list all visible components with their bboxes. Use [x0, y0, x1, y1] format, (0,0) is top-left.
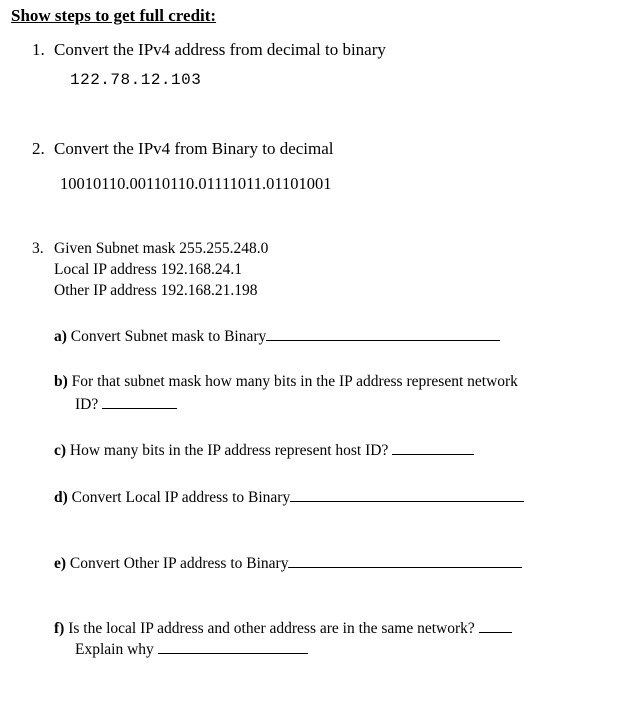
q3-other-ip: Other IP address 192.168.21.198	[54, 282, 258, 299]
part-d-text: Convert Local IP address to Binary	[71, 489, 291, 506]
q2-number: 2.	[32, 139, 45, 158]
part-b	[54, 373, 518, 391]
part-b-answer-blank[interactable]	[102, 394, 177, 409]
part-f-text: Is the local IP address and other address are in the same network?	[68, 620, 475, 637]
part-d-label: d)	[54, 489, 68, 506]
part-a-label: a)	[54, 328, 67, 345]
q2-text: Convert the IPv4 from Binary to decimal	[54, 139, 334, 158]
part-a-text: Convert Subnet mask to Binary	[70, 328, 267, 345]
part-b-text: For that subnet mask how many bits in the IP address represent network	[71, 373, 518, 390]
part-a	[54, 326, 500, 346]
q3-number: 3.	[32, 240, 44, 257]
part-d-answer-blank[interactable]	[290, 487, 524, 502]
part-c-text: How many bits in the IP address represent host ID?	[69, 442, 389, 459]
part-e-answer-blank[interactable]	[288, 553, 522, 568]
q1-number: 1.	[32, 40, 45, 59]
part-f-continuation-text: Explain why	[75, 641, 154, 658]
part-f-explain-blank[interactable]	[158, 639, 308, 654]
part-f-answer-blank[interactable]	[479, 618, 512, 633]
part-c	[54, 440, 474, 460]
part-f	[54, 618, 512, 638]
part-e-text: Convert Other IP address to Binary	[69, 555, 289, 572]
part-a-answer-blank[interactable]	[266, 326, 500, 341]
part-f-continuation	[75, 639, 308, 659]
part-c-label: c)	[54, 442, 67, 459]
part-c-answer-blank[interactable]	[392, 440, 474, 455]
part-b-continuation-text: ID?	[75, 396, 99, 413]
part-b-label: b)	[54, 373, 68, 390]
q1-ip-value: 122.78.12.103	[70, 71, 202, 89]
part-b-continuation	[75, 394, 177, 414]
q3-subnet-mask: Given Subnet mask 255.255.248.0	[54, 240, 269, 257]
q2-binary-value: 10010110.00110110.01111011.01101001	[60, 174, 332, 193]
part-e	[54, 553, 522, 573]
part-e-label: e)	[54, 555, 67, 572]
q1-text: Convert the IPv4 address from decimal to binary	[54, 40, 386, 59]
page-heading: Show steps to get full credit:	[11, 6, 217, 25]
part-d	[54, 487, 524, 507]
q3-local-ip: Local IP address 192.168.24.1	[54, 261, 242, 278]
part-f-label: f)	[54, 620, 65, 637]
